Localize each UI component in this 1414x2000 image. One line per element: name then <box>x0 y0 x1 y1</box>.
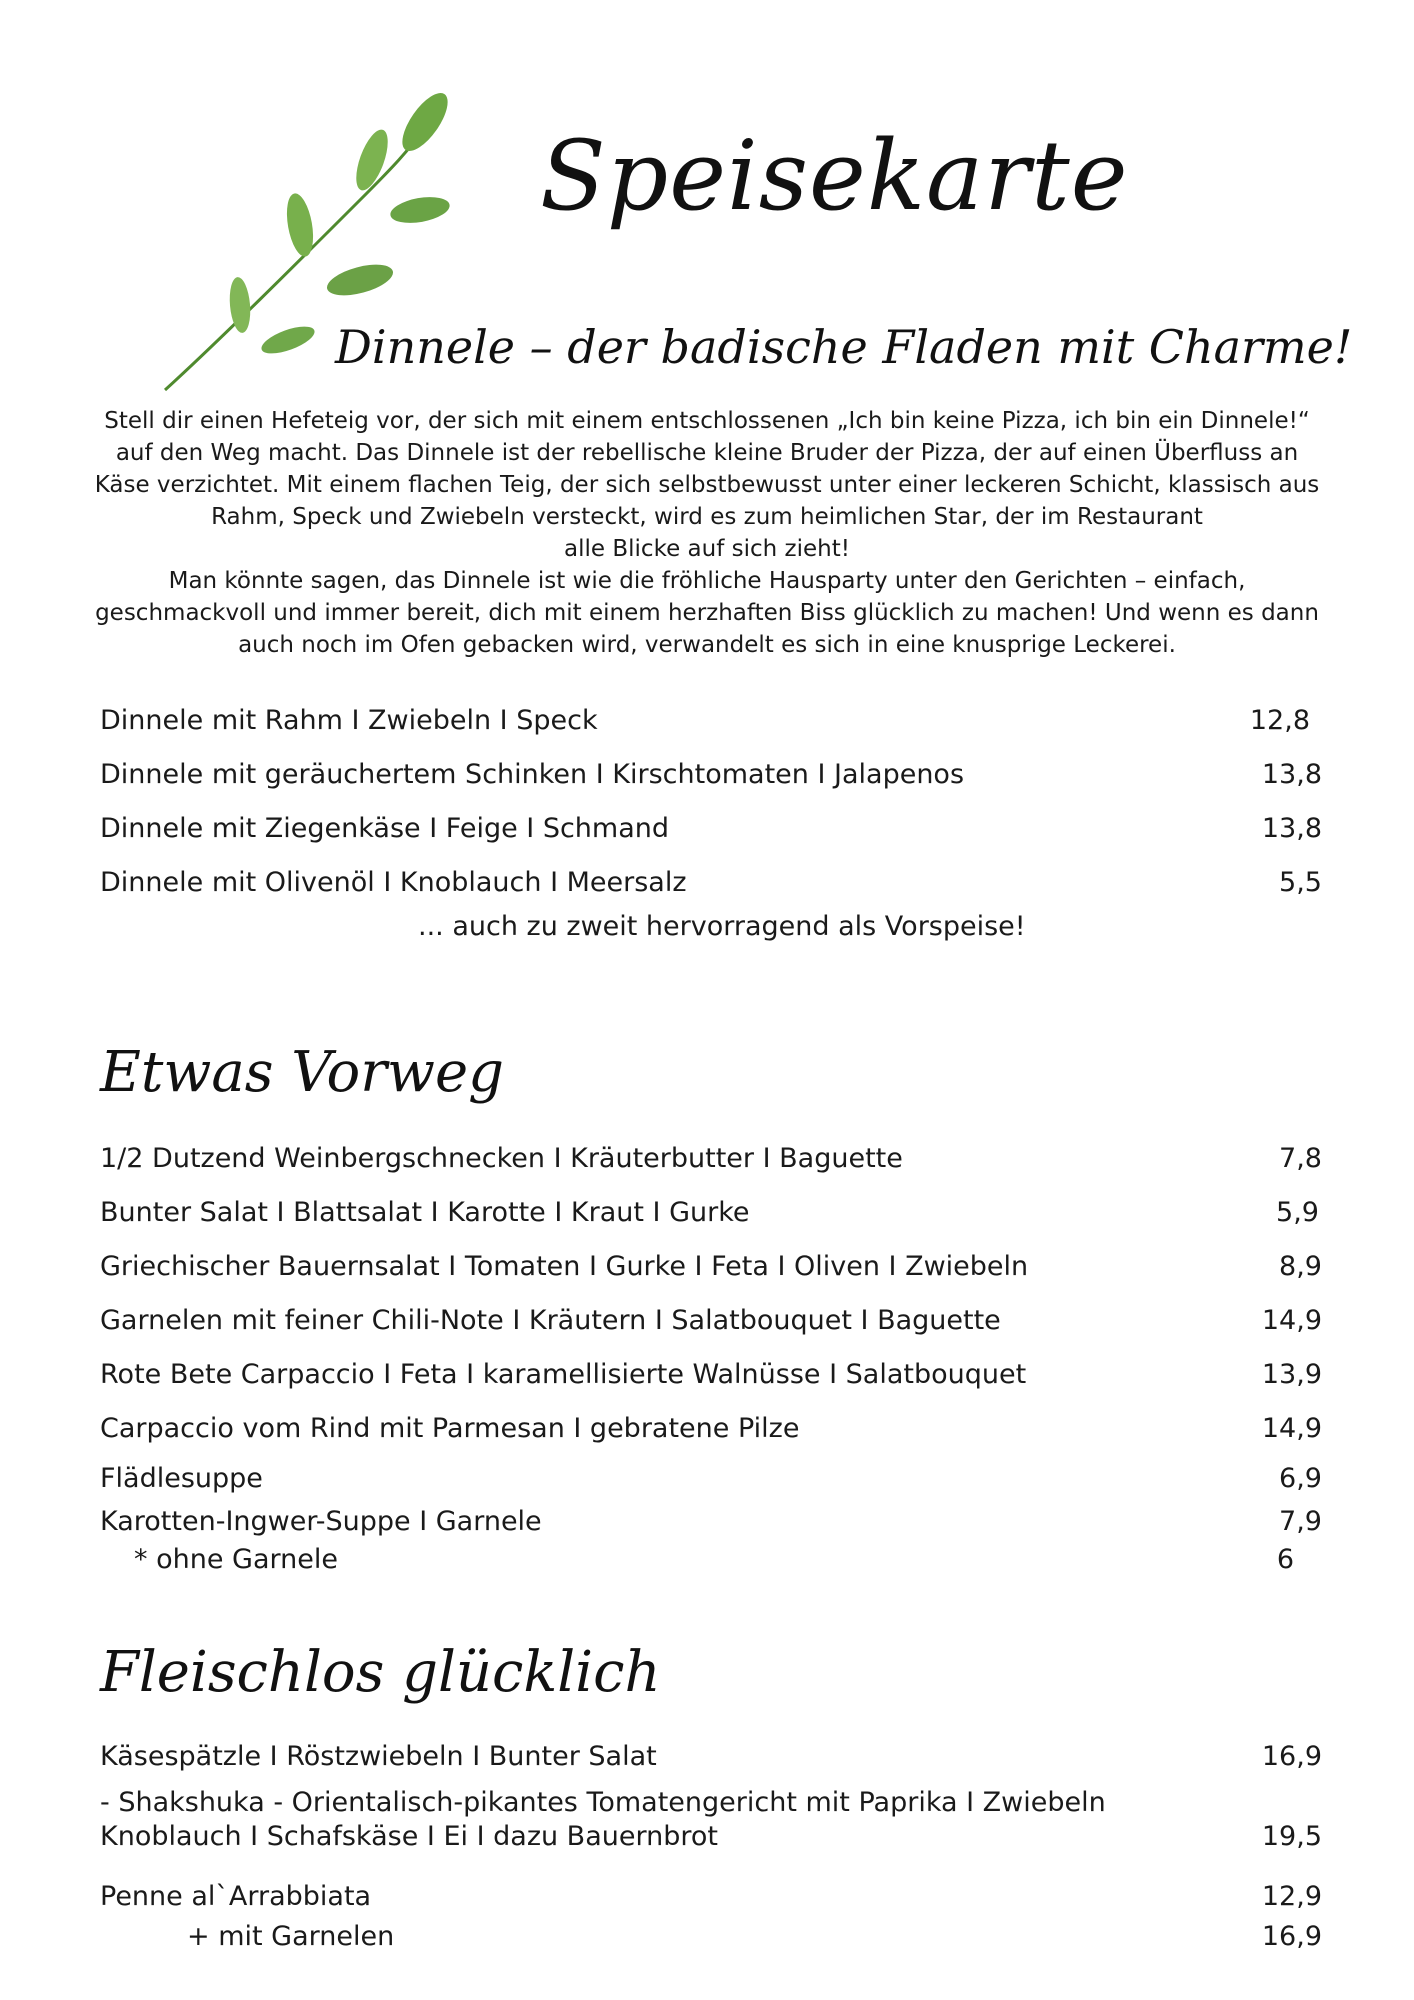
menu-item-price: 12,8 <box>1249 705 1310 736</box>
intro-line: geschmackvoll und immer bereit, dich mit einem herzhaften Biss glücklich zu machen! Und wenn es dann <box>95 600 1319 626</box>
menu-item <box>100 813 1322 853</box>
menu-item <box>100 1821 1322 1861</box>
menu-item-name: Rote Bete Carpaccio I Feta I karamellisierte Walnüsse I Salatbouquet <box>100 1359 1027 1390</box>
menu-item <box>100 1305 1322 1345</box>
menu-item-name: Knoblauch I Schafskäse I Ei I dazu Bauernbrot <box>100 1821 718 1852</box>
menu-item <box>100 1359 1322 1399</box>
menu-item <box>100 1741 1322 1781</box>
dinnele-note: ... auch zu zweit hervorragend als Vorspeise! <box>418 911 1026 942</box>
menu-item-name: Griechischer Bauernsalat I Tomaten I Gurke I Feta I Oliven I Zwiebeln <box>100 1251 1029 1282</box>
menu-item-price: 14,9 <box>1261 1305 1322 1336</box>
menu-item-name: * ohne Garnele <box>134 1544 338 1575</box>
menu-item <box>100 1881 1322 1921</box>
menu-item <box>100 1921 1322 1961</box>
menu-item-price: 5,9 <box>1276 1197 1319 1228</box>
menu-item <box>100 867 1322 907</box>
menu-item-name: - Shakshuka - Orientalisch-pikantes Tomatengericht mit Paprika I Zwiebeln <box>100 1787 1106 1818</box>
menu-item <box>100 1544 1322 1584</box>
menu-item-price: 13,9 <box>1261 1359 1322 1390</box>
menu-item <box>100 1463 1322 1503</box>
menu-item-name: + mit Garnelen <box>187 1921 395 1952</box>
menu-item-name: Karotten-Ingwer-Suppe I Garnele <box>100 1506 542 1537</box>
menu-item-price: 16,9 <box>1261 1741 1322 1772</box>
menu-item-name: Dinnele mit Olivenöl I Knoblauch I Meersalz <box>100 867 687 898</box>
menu-item-name: Dinnele mit geräuchertem Schinken I Kirschtomaten I Jalapenos <box>100 759 965 790</box>
menu-item-name: Penne al`Arrabbiata <box>100 1881 372 1912</box>
intro-line: auch noch im Ofen gebacken wird, verwandelt es sich in eine knusprige Leckerei. <box>238 632 1176 658</box>
menu-item-price: 13,8 <box>1261 813 1322 844</box>
intro-line: Käse verzichtet. Mit einem flachen Teig, der sich selbstbewusst unter einer leckeren Schicht, klassisch aus <box>94 472 1320 498</box>
menu-item <box>100 705 1322 745</box>
menu-item-name: Garnelen mit feiner Chili-Note I Kräutern I Salatbouquet I Baguette <box>100 1305 1001 1336</box>
subtitle: Dinnele – der badische Fladen mit Charme! <box>335 320 1353 374</box>
menu-item <box>100 759 1322 799</box>
intro-line: Stell dir einen Hefeteig vor, der sich mit einem entschlossenen „Ich bin keine Pizza, ich bin ein Dinnele!“ <box>104 408 1310 434</box>
menu-item-name: Dinnele mit Ziegenkäse I Feige I Schmand <box>100 813 670 844</box>
menu-item <box>100 1413 1322 1453</box>
menu-item <box>100 1143 1322 1183</box>
menu-item-price: 7,8 <box>1279 1143 1322 1174</box>
menu-item <box>100 1506 1322 1546</box>
menu-item-name: 1/2 Dutzend Weinbergschnecken I Kräuterbutter I Baguette <box>100 1143 903 1174</box>
menu-item-name: Carpaccio vom Rind mit Parmesan I gebratene Pilze <box>100 1413 800 1444</box>
menu-item-price: 12,9 <box>1261 1881 1322 1912</box>
menu-item-price: 6 <box>1276 1544 1294 1575</box>
menu-item <box>100 1197 1322 1237</box>
intro-line: Rahm, Speck und Zwiebeln versteckt, wird es zum heimlichen Star, der im Restaurant <box>211 504 1203 530</box>
menu-item-price: 8,9 <box>1279 1251 1322 1282</box>
intro-line: Man könnte sagen, das Dinnele ist wie die fröhliche Hausparty unter den Gerichten – einfach, <box>168 568 1246 594</box>
menu-item-price: 19,5 <box>1261 1821 1322 1852</box>
intro-line: auf den Weg macht. Das Dinnele ist der rebellische kleine Bruder der Pizza, der auf einen Überfluss an <box>115 440 1299 466</box>
menu-item-name: Dinnele mit Rahm I Zwiebeln I Speck <box>100 705 598 736</box>
section-heading-vorweg: Etwas Vorweg <box>100 1040 504 1105</box>
menu-item <box>100 1251 1322 1291</box>
section-heading-fleischlos: Fleischlos glücklich <box>100 1640 661 1705</box>
intro-text <box>90 405 1324 661</box>
menu-item-price: 6,9 <box>1279 1463 1322 1494</box>
menu-item-price: 7,9 <box>1279 1506 1322 1537</box>
menu-item-price: 14,9 <box>1261 1413 1322 1444</box>
menu-item-price: 13,8 <box>1261 759 1322 790</box>
menu-item-price: 16,9 <box>1261 1921 1322 1952</box>
intro-line: alle Blicke auf sich zieht! <box>564 536 850 562</box>
menu-item-name: Käsespätzle I Röstzwiebeln I Bunter Salat <box>100 1741 657 1772</box>
menu-item-name: Bunter Salat I Blattsalat I Karotte I Kraut I Gurke <box>100 1197 750 1228</box>
menu-item-name: Flädlesuppe <box>100 1463 263 1494</box>
menu-item-price: 5,5 <box>1279 867 1322 898</box>
page-title: Speisekarte <box>540 120 1129 232</box>
